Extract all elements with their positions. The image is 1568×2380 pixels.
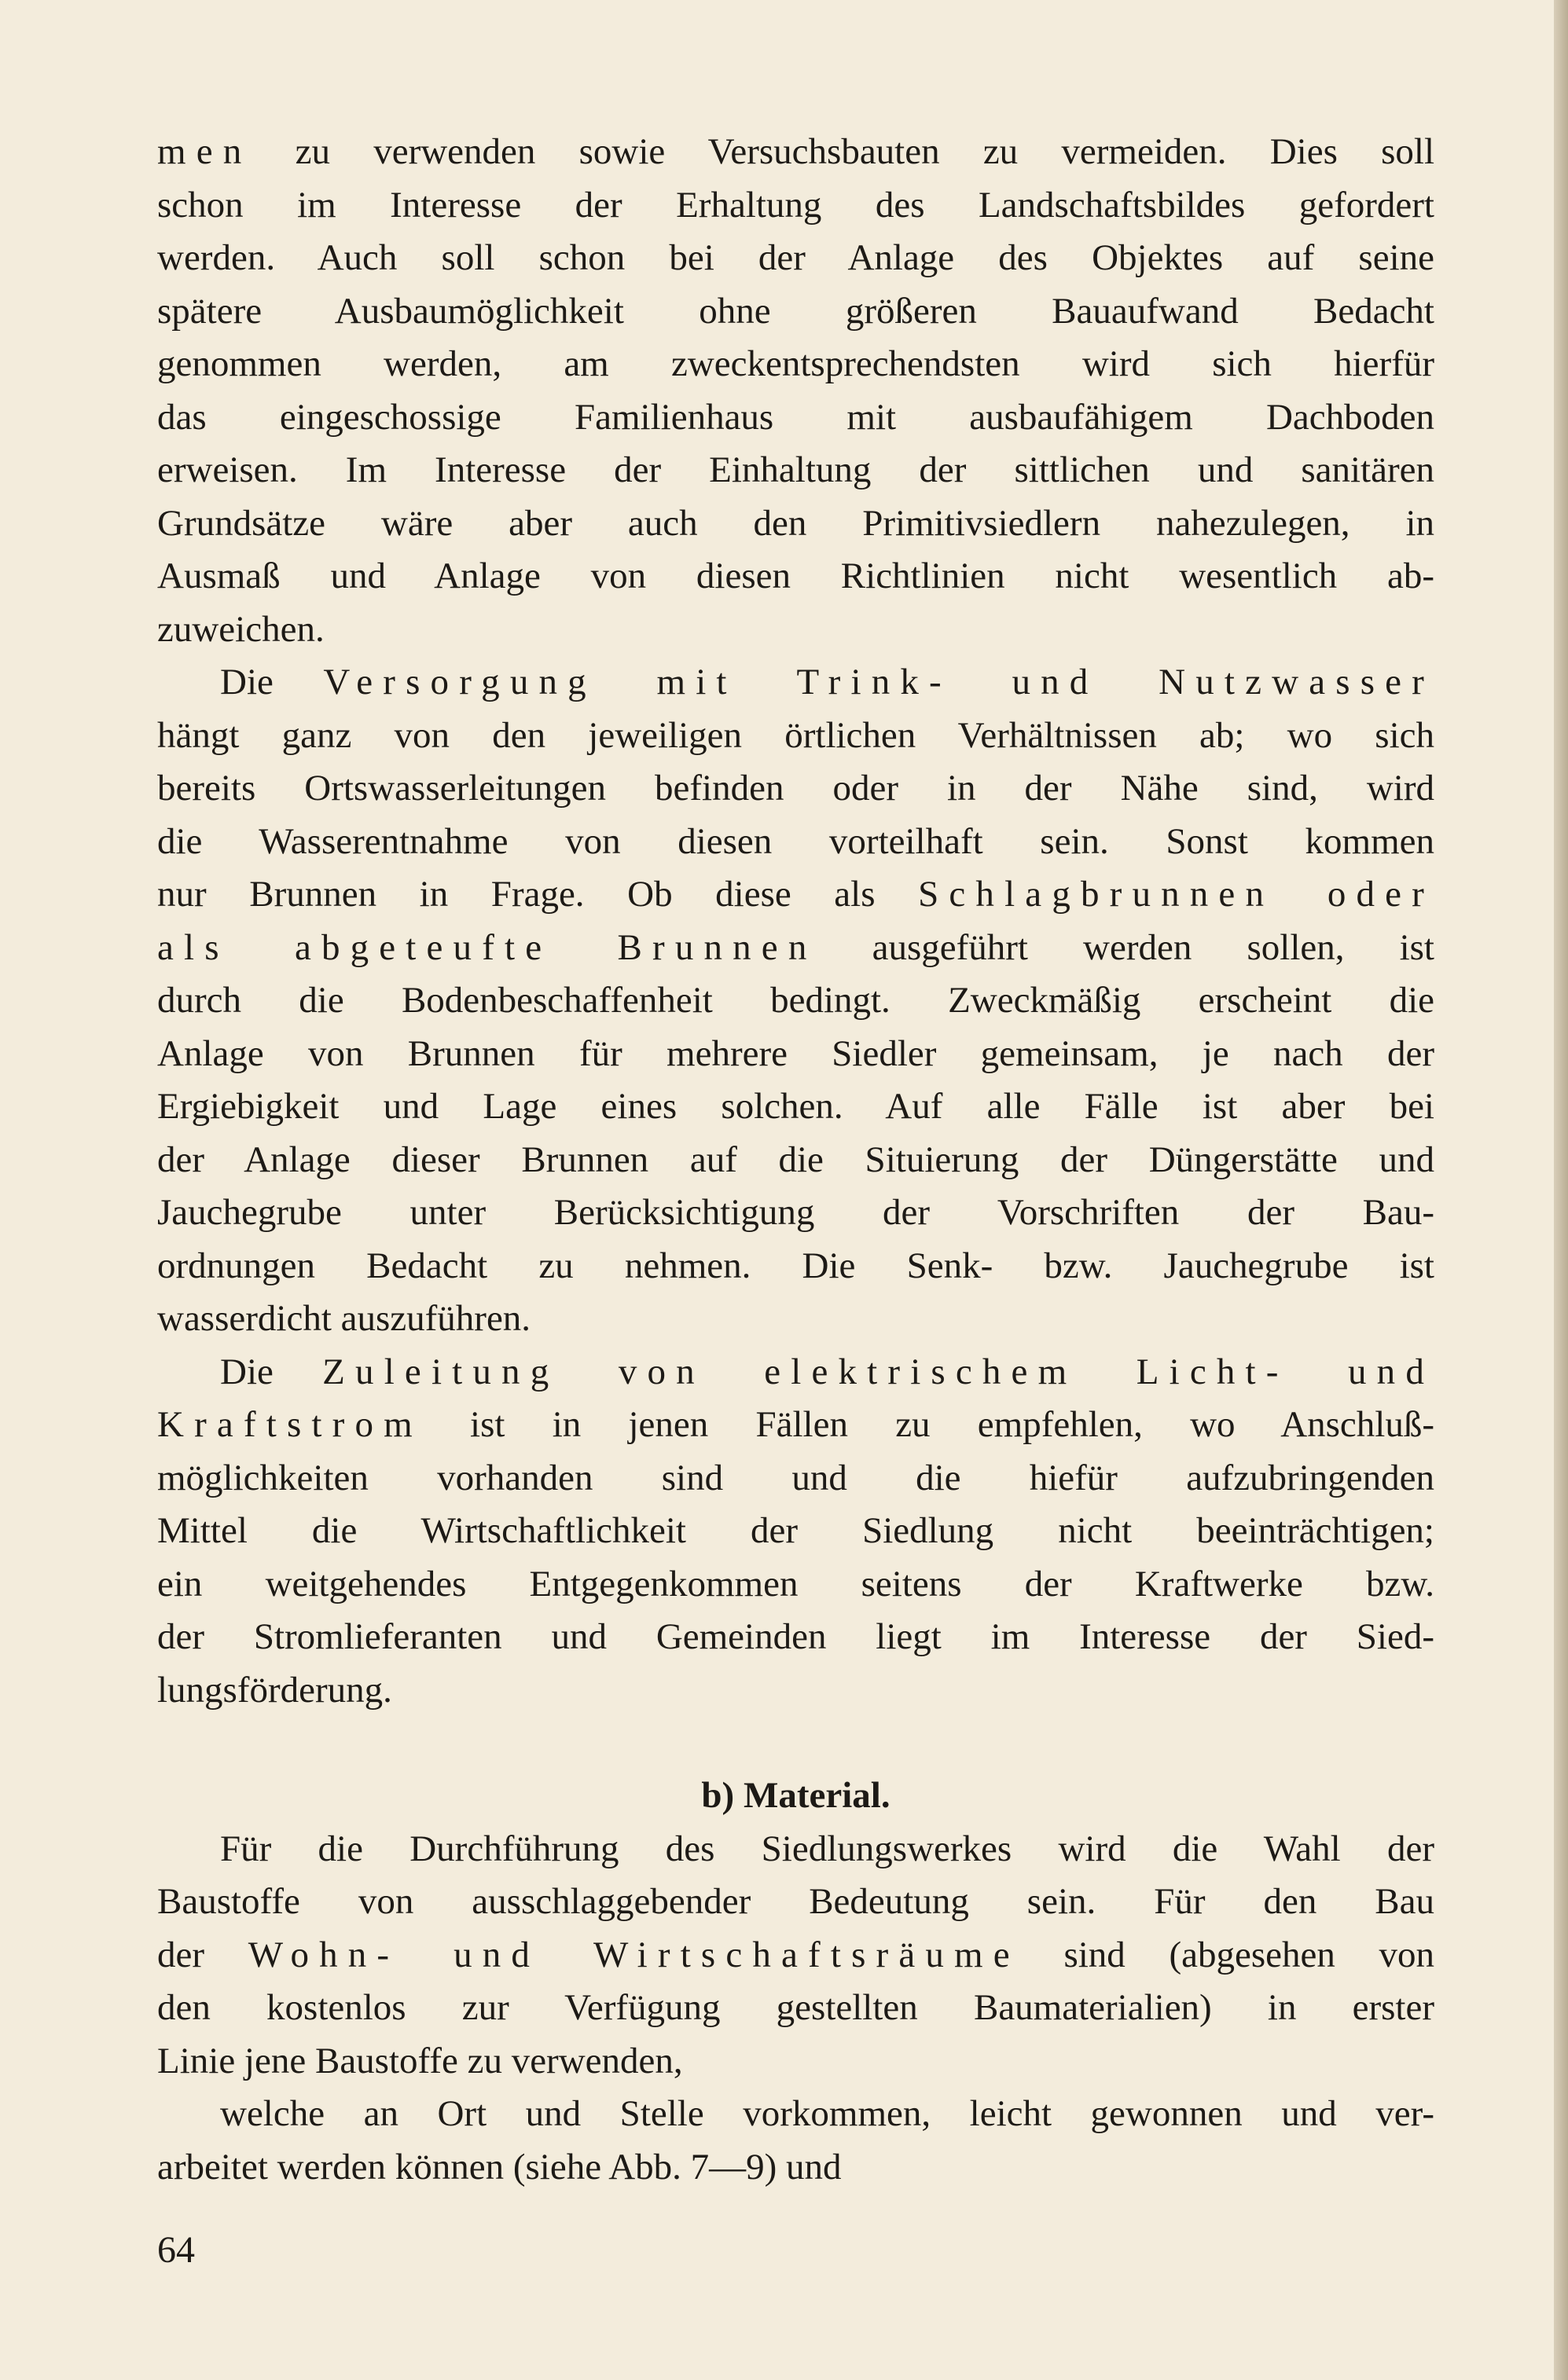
text-line: men zu verwenden sowie Versuchsbauten zu vermeiden. Dies soll [157,131,1434,172]
text-line: hängt ganz von den jeweiligen örtlichen Verhältnissen ab; wo sich [157,714,1434,756]
text-span: der [157,1934,248,1975]
paragraph-start [157,656,1434,710]
page-text [157,126,1434,2194]
text-line: schon im Interesse der Erhaltung des Landschaftsbildes gefordert [157,184,1434,226]
page-edge [1554,0,1568,2380]
emphasis-spaced: Versorgung mit Trink- und Nutzwasser [323,662,1434,702]
text-line: welche an Ort und Stelle vorkommen, leicht gewonnen und ver- [220,2093,1434,2134]
text-span: nur Brunnen in Frage. Ob diese als [157,874,919,915]
text-line: die Wasserentnahme von diesen vorteilhaft sein. Sonst kommen [157,820,1434,862]
text-line: der Anlage dieser Brunnen auf die Situierung der Düngerstätte und [157,1139,1434,1180]
text-line: lungsförderung. [157,1669,392,1711]
text-line: den kostenlos zur Verfügung gestellten Baumaterialien) in erster [157,1987,1434,2028]
text-line: Anlage von Brunnen für mehrere Siedler gemeinsam, je nach der [157,1032,1434,1074]
text-line: arbeitet werden können (siehe Abb. 7—9) und [157,2146,842,2187]
text-line: Jauchegrube unter Berücksichtigung der Vorschriften der Bau- [157,1192,1434,1233]
paragraph-start: Für die Durchführung des Siedlungswerkes wird die Wahl der [220,1828,1434,1869]
text-line: ein weitgehendes Entgegenkommen seitens der Kraftwerke bzw. [157,1563,1434,1604]
text-line: spätere Ausbaumöglichkeit ohne größeren Bauaufwand Bedacht [157,290,1434,332]
text-line: das eingeschossige Familienhaus mit ausbaufähigem Dachboden [157,396,1434,438]
section-heading: b) Material. [701,1775,890,1816]
text-line: möglichkeiten vorhanden sind und die hiefür aufzubringenden [157,1457,1434,1498]
text-line [157,1929,1434,1982]
text-line: Mittel die Wirtschaftlichkeit der Siedlung nicht beeinträchtigen; [157,1510,1434,1551]
text-line: Grundsätze wäre aber auch den Primitivsiedlern nahezulegen, in [157,502,1434,544]
text-line: wasserdicht auszuführen. [157,1298,531,1339]
page-number: 64 [157,2229,195,2271]
emphasis-spaced: Kraftstrom [157,1404,423,1445]
text-line: Linie jene Baustoffe zu verwenden, [157,2040,683,2081]
emphasis-spaced: Wohn- und Wirtschaftsräume [248,1934,1020,1975]
text-line [157,868,1434,922]
emphasis-spaced: Zuleitung von elektrischem Licht- und [322,1351,1434,1392]
text-span: ausgeführt werden sollen, ist [817,926,1434,968]
text-span: Die [220,1351,323,1392]
text-line [157,922,1434,975]
text-line: Ergiebigkeit und Lage eines solchen. Auf alle Fälle ist aber bei [157,1086,1434,1127]
text-line: Baustoffe von ausschlaggebender Bedeutung sein. Für den Bau [157,1881,1434,1922]
text-line: genommen werden, am zweckentsprechendsten wird sich hierfür [157,343,1434,384]
text-line: Ausmaß und Anlage von diesen Richtlinien nicht wesentlich ab- [157,556,1434,596]
emphasis-spaced: Schlagbrunnen oder [918,874,1434,915]
emphasis-spaced: als abgeteufte Brunnen [157,926,817,968]
text-line: erweisen. Im Interesse der Einhaltung der sittlichen und sanitären [157,449,1434,490]
text-line [157,1399,1434,1452]
text-line: zuweichen. [157,608,325,650]
text-line: ordnungen Bedacht zu nehmen. Die Senk- bzw. Jauchegrube ist [157,1245,1434,1286]
text-span: ist in jenen Fällen zu empfehlen, wo Anschluß- [422,1404,1434,1445]
text-line: der Stromlieferanten und Gemeinden liegt im Interesse der Sied- [157,1616,1434,1657]
text-span: sind (abgesehen von [1019,1934,1434,1975]
text-line: durch die Bodenbeschaffenheit bedingt. Zweckmäßig erscheint die [157,980,1434,1021]
text-span: Die [220,662,324,702]
text-line: bereits Ortswasserleitungen befinden oder in der Nähe sind, wird [157,768,1434,809]
paragraph-start [157,1346,1434,1399]
text-line: werden. Auch soll schon bei der Anlage des Objektes auf seine [157,237,1434,278]
